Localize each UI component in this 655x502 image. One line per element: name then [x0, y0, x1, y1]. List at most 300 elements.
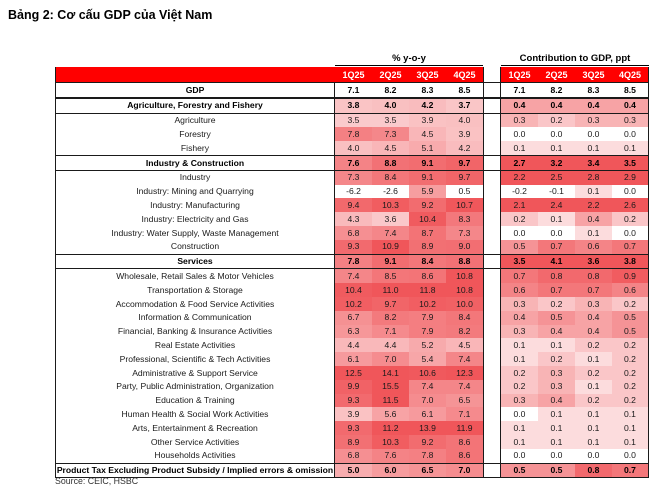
cell-contribution: 0.1	[575, 407, 612, 421]
cell-contribution: 0.7	[575, 283, 612, 297]
table-row	[55, 338, 649, 352]
block-separator	[483, 185, 501, 199]
cell-contribution: 0.8	[538, 269, 575, 283]
row-label: Real Estate Activities	[55, 338, 335, 352]
table-row	[55, 311, 649, 325]
block-separator	[483, 352, 501, 366]
cell-contribution: 0.6	[575, 240, 612, 254]
cell-yoy: 6.8	[335, 226, 372, 240]
cell-yoy: 7.4	[446, 352, 483, 366]
cell-yoy: 12.3	[446, 366, 483, 380]
cell-contribution: 0.9	[612, 269, 649, 283]
cell-yoy: 8.4	[446, 311, 483, 325]
cell-contribution: 0.8	[575, 464, 612, 478]
cell-contribution: 0.4	[501, 99, 538, 113]
cell-contribution: 0.0	[612, 127, 649, 141]
cell-contribution: 0.2	[575, 394, 612, 408]
cell-contribution: 0.3	[538, 366, 575, 380]
cell-yoy: 4.4	[372, 338, 409, 352]
cell-contribution: 0.0	[501, 407, 538, 421]
cell-yoy: 10.6	[409, 366, 446, 380]
cell-yoy: 3.5	[372, 114, 409, 128]
cell-contribution: 0.2	[612, 338, 649, 352]
cell-contribution: 0.2	[612, 380, 649, 394]
block-separator	[483, 366, 501, 380]
cell-contribution: 8.3	[587, 84, 600, 95]
cell-yoy: 8.3	[421, 84, 434, 95]
cell-yoy: 6.3	[335, 325, 372, 339]
cell-contribution: 0.2	[612, 212, 649, 226]
block-separator	[483, 394, 501, 408]
cell-contribution: 0.7	[538, 240, 575, 254]
cell-contribution: 0.0	[501, 127, 538, 141]
quarter-header-spacer	[55, 67, 335, 82]
cell-contribution: 3.5	[501, 255, 538, 269]
cell-yoy: 8.2	[372, 311, 409, 325]
cell-yoy: 6.0	[372, 464, 409, 478]
cell-yoy: 6.7	[335, 311, 372, 325]
row-label: Information & Communication	[55, 311, 335, 325]
cell-yoy: 10.2	[335, 297, 372, 311]
cell-yoy: 9.1	[409, 156, 446, 170]
row-label: Transportation & Storage	[55, 283, 335, 297]
cell-yoy: 3.6	[372, 212, 409, 226]
cell-yoy: 7.6	[372, 449, 409, 463]
cell-yoy: 9.1	[372, 255, 409, 269]
cell-yoy: 8.4	[409, 255, 446, 269]
cell-yoy: 7.3	[372, 127, 409, 141]
cell-yoy: 11.2	[372, 421, 409, 435]
row-label: Product Tax Excluding Product Subsidy / Implied errors & omission	[55, 464, 335, 478]
table-row	[55, 325, 649, 339]
cell-yoy: 3.9	[335, 407, 372, 421]
cell-yoy: 9.7	[446, 171, 483, 185]
block-separator	[483, 240, 501, 254]
row-label: Industry: Electricity and Gas	[55, 212, 335, 226]
quarter-header-yoy-3Q25: 3Q25	[409, 67, 446, 82]
table-row	[55, 114, 649, 128]
group-header-yoy: % y-o-y	[335, 48, 483, 66]
cell-yoy: 7.1	[372, 325, 409, 339]
cell-contribution: 2.8	[575, 171, 612, 185]
cell-yoy: 10.8	[446, 283, 483, 297]
table-row	[55, 82, 649, 98]
table-row	[55, 380, 649, 394]
cell-yoy: 7.0	[446, 464, 483, 478]
cell-yoy: 5.1	[409, 141, 446, 155]
cell-contribution: 0.1	[501, 338, 538, 352]
quarter-header-contribution-2Q25: 2Q25	[538, 67, 575, 82]
cell-yoy: 4.2	[446, 141, 483, 155]
cell-contribution: 0.2	[612, 297, 649, 311]
block-separator	[483, 156, 501, 170]
cell-yoy: 4.5	[409, 127, 446, 141]
cell-yoy: 5.4	[409, 352, 446, 366]
cell-yoy: 4.0	[372, 99, 409, 113]
row-label: Financial, Banking & Insurance Activities	[55, 325, 335, 339]
table-row	[55, 366, 649, 380]
cell-yoy: 10.4	[335, 283, 372, 297]
cell-yoy: 9.2	[409, 435, 446, 449]
cell-contribution: -0.1	[538, 185, 575, 199]
cell-contribution: 0.1	[538, 338, 575, 352]
cell-contribution: 0.2	[575, 366, 612, 380]
cell-contribution: 0.0	[575, 127, 612, 141]
cell-yoy: 7.6	[335, 156, 372, 170]
quarter-header-yoy-2Q25: 2Q25	[372, 67, 409, 82]
cell-yoy: 8.7	[409, 226, 446, 240]
cell-contribution: 0.0	[612, 185, 649, 199]
row-label: Construction	[55, 240, 335, 254]
row-label: Fishery	[55, 141, 335, 155]
cell-yoy: 5.6	[372, 407, 409, 421]
cell-yoy: 11.5	[372, 394, 409, 408]
cell-yoy: 5.9	[409, 185, 446, 199]
cell-contribution: 2.2	[575, 198, 612, 212]
cell-yoy: 10.0	[446, 297, 483, 311]
cell-contribution: 8.2	[550, 84, 563, 95]
cell-contribution: 0.5	[501, 240, 538, 254]
page-title: Bảng 2: Cơ cấu GDP của Việt Nam	[8, 8, 213, 22]
cell-contribution: 0.1	[575, 226, 612, 240]
cell-yoy: 12.5	[335, 366, 372, 380]
block-separator	[483, 311, 501, 325]
table-row	[55, 171, 649, 185]
cell-yoy: 7.9	[409, 325, 446, 339]
cell-yoy: 11.0	[372, 283, 409, 297]
cell-yoy: 9.9	[335, 380, 372, 394]
cell-contribution: 0.5	[538, 311, 575, 325]
cell-contribution: 0.2	[575, 338, 612, 352]
block-separator-header	[483, 67, 501, 82]
cell-contribution: 0.1	[612, 435, 649, 449]
cell-contribution: 0.0	[612, 449, 649, 463]
cell-contribution: 3.6	[575, 255, 612, 269]
row-label: Industry	[55, 171, 335, 185]
cell-contribution: 0.1	[612, 421, 649, 435]
cell-yoy: 7.4	[372, 226, 409, 240]
cell-yoy: 10.3	[372, 435, 409, 449]
cell-contribution: 0.3	[501, 325, 538, 339]
cell-yoy: 7.1	[446, 407, 483, 421]
cell-contribution: 2.6	[612, 198, 649, 212]
cell-contribution: 0.2	[612, 394, 649, 408]
cell-contribution: 0.1	[575, 141, 612, 155]
cell-contribution: 0.3	[501, 297, 538, 311]
row-label: Other Service Activities	[55, 435, 335, 449]
cell-contribution: 0.0	[538, 226, 575, 240]
cell-contribution: 0.3	[612, 114, 649, 128]
cell-yoy: 9.4	[335, 198, 372, 212]
cell-yoy: 8.9	[335, 435, 372, 449]
block-separator	[483, 127, 501, 141]
row-label: Industry: Mining and Quarrying	[55, 185, 335, 199]
cell-yoy: 5.2	[409, 338, 446, 352]
cell-contribution: 0.3	[501, 394, 538, 408]
source-note: Source: CEIC, HSBC	[55, 476, 139, 486]
cell-contribution: 0.4	[538, 325, 575, 339]
cell-contribution: 0.0	[501, 449, 538, 463]
cell-yoy: 10.7	[446, 198, 483, 212]
cell-contribution: 0.4	[501, 311, 538, 325]
cell-yoy: 14.1	[372, 366, 409, 380]
cell-yoy: 3.9	[446, 127, 483, 141]
cell-contribution: 0.1	[538, 212, 575, 226]
cell-contribution: 0.1	[538, 421, 575, 435]
cell-yoy: 3.5	[335, 114, 372, 128]
cell-contribution: 0.5	[612, 325, 649, 339]
cell-contribution: 0.3	[575, 297, 612, 311]
cell-contribution: 0.1	[575, 435, 612, 449]
row-label: Industry & Construction	[55, 156, 335, 170]
cell-yoy: 15.5	[372, 380, 409, 394]
row-label: GDP	[55, 83, 335, 97]
cell-yoy: 10.9	[372, 240, 409, 254]
cell-contribution: 0.7	[612, 240, 649, 254]
quarter-header-yoy-1Q25: 1Q25	[335, 67, 372, 82]
table-row	[55, 155, 649, 171]
cell-contribution: 0.4	[575, 325, 612, 339]
cell-yoy: 9.7	[372, 297, 409, 311]
table-row	[55, 127, 649, 141]
cell-yoy: 13.9	[409, 421, 446, 435]
table-row	[55, 352, 649, 366]
row-label: Agriculture	[55, 114, 335, 128]
cell-contribution: 0.2	[612, 366, 649, 380]
row-label: Professional, Scientific & Tech Activities	[55, 352, 335, 366]
cell-contribution: 0.4	[538, 99, 575, 113]
cell-yoy: 9.0	[446, 240, 483, 254]
block-separator	[483, 198, 501, 212]
block-separator	[483, 171, 501, 185]
cell-yoy: 7.1	[347, 84, 360, 95]
cell-contribution: 3.5	[612, 156, 649, 170]
cell-contribution: 0.5	[501, 464, 538, 478]
cell-contribution: 3.4	[575, 156, 612, 170]
cell-yoy: 9.2	[409, 198, 446, 212]
cell-yoy: 7.0	[409, 394, 446, 408]
row-label: Industry: Manufacturing	[55, 198, 335, 212]
table-row	[55, 297, 649, 311]
cell-yoy: 9.3	[335, 240, 372, 254]
cell-contribution: 0.1	[612, 141, 649, 155]
cell-yoy: 10.4	[409, 212, 446, 226]
cell-contribution: 7.1	[513, 84, 526, 95]
cell-contribution: 0.1	[575, 380, 612, 394]
block-separator	[483, 255, 501, 269]
cell-contribution: 0.3	[538, 380, 575, 394]
cell-yoy: 10.3	[372, 198, 409, 212]
cell-contribution: 0.7	[612, 464, 649, 478]
cell-contribution: 0.7	[501, 269, 538, 283]
cell-contribution: 3.2	[538, 156, 575, 170]
quarter-header-contribution-1Q25: 1Q25	[501, 67, 538, 82]
row-label: Administrative & Support Service	[55, 366, 335, 380]
cell-yoy: 4.0	[335, 141, 372, 155]
table-row	[55, 240, 649, 254]
cell-contribution: 0.0	[538, 449, 575, 463]
cell-contribution: 8.5	[612, 83, 649, 97]
cell-contribution: 0.2	[501, 212, 538, 226]
cell-contribution: 0.8	[575, 269, 612, 283]
cell-contribution: 0.4	[575, 311, 612, 325]
cell-contribution: 0.6	[612, 283, 649, 297]
cell-yoy: 7.8	[335, 127, 372, 141]
table-row	[55, 421, 649, 435]
row-label: Wholesale, Retail Sales & Motor Vehicles	[55, 269, 335, 283]
cell-yoy: 7.8	[335, 255, 372, 269]
gdp-structure-table	[55, 48, 649, 478]
row-label: Party, Public Administration, Organization	[55, 380, 335, 394]
row-label: Education & Training	[55, 394, 335, 408]
block-separator	[483, 421, 501, 435]
block-separator	[483, 407, 501, 421]
cell-yoy: 7.8	[409, 449, 446, 463]
cell-contribution: 0.1	[538, 407, 575, 421]
table-row	[55, 254, 649, 270]
table-row	[55, 98, 649, 114]
cell-yoy: 7.0	[372, 352, 409, 366]
cell-yoy: 8.2	[446, 325, 483, 339]
cell-contribution: 0.0	[501, 226, 538, 240]
cell-yoy: 6.8	[335, 449, 372, 463]
cell-contribution: 0.2	[538, 352, 575, 366]
cell-yoy: 7.3	[446, 226, 483, 240]
quarter-header-contribution-4Q25: 4Q25	[612, 67, 649, 82]
row-label: Agriculture, Forestry and Fishery	[55, 99, 335, 113]
cell-yoy: 6.1	[335, 352, 372, 366]
cell-yoy: 3.7	[446, 99, 483, 113]
table-group-header	[55, 48, 649, 66]
cell-contribution: 2.9	[612, 171, 649, 185]
cell-contribution: 0.1	[538, 141, 575, 155]
cell-contribution: -0.2	[501, 185, 538, 199]
table-row	[55, 435, 649, 449]
cell-contribution: 0.3	[501, 114, 538, 128]
table-quarter-header	[55, 67, 649, 82]
cell-yoy: 7.4	[446, 380, 483, 394]
cell-yoy: 4.2	[409, 99, 446, 113]
block-separator	[483, 83, 501, 97]
cell-contribution: 3.8	[612, 255, 649, 269]
cell-contribution: 0.0	[538, 127, 575, 141]
cell-contribution: 2.1	[501, 198, 538, 212]
cell-yoy: 10.2	[409, 297, 446, 311]
cell-contribution: 2.2	[501, 171, 538, 185]
table-row	[55, 141, 649, 155]
cell-yoy: 9.3	[335, 421, 372, 435]
cell-yoy: 4.5	[372, 141, 409, 155]
block-separator	[483, 449, 501, 463]
cell-contribution: 0.5	[612, 311, 649, 325]
cell-yoy: 8.8	[446, 255, 483, 269]
quarter-header-yoy-4Q25: 4Q25	[446, 67, 483, 82]
block-separator	[483, 99, 501, 113]
cell-contribution: 0.1	[612, 407, 649, 421]
cell-contribution: 0.5	[538, 464, 575, 478]
cell-yoy: 7.3	[335, 171, 372, 185]
cell-yoy: 6.5	[409, 464, 446, 478]
cell-contribution: 0.2	[538, 114, 575, 128]
cell-contribution: 0.2	[612, 352, 649, 366]
cell-contribution: 2.4	[538, 198, 575, 212]
block-separator	[483, 435, 501, 449]
table-body	[55, 82, 649, 478]
table-row	[55, 407, 649, 421]
cell-yoy: 11.9	[446, 421, 483, 435]
cell-yoy: 5.0	[335, 464, 372, 478]
cell-contribution: 2.5	[538, 171, 575, 185]
cell-yoy: 7.9	[409, 311, 446, 325]
cell-yoy: 0.5	[446, 185, 483, 199]
cell-contribution: 2.7	[501, 156, 538, 170]
cell-yoy: -2.6	[372, 185, 409, 199]
block-separator	[483, 283, 501, 297]
cell-yoy: 8.6	[409, 269, 446, 283]
table-row	[55, 283, 649, 297]
cell-contribution: 0.0	[612, 226, 649, 240]
cell-contribution: 0.4	[612, 99, 649, 113]
block-separator	[483, 325, 501, 339]
cell-contribution: 0.3	[575, 114, 612, 128]
cell-yoy: 8.5	[458, 84, 471, 95]
cell-contribution: 0.1	[501, 352, 538, 366]
row-label: Forestry	[55, 127, 335, 141]
cell-yoy: 8.2	[384, 84, 397, 95]
cell-yoy: 8.4	[372, 171, 409, 185]
cell-contribution: 0.0	[575, 449, 612, 463]
table-row	[55, 198, 649, 212]
cell-contribution: 0.1	[575, 421, 612, 435]
table-row	[55, 394, 649, 408]
cell-contribution: 0.6	[501, 283, 538, 297]
cell-yoy: 9.7	[446, 156, 483, 170]
row-label: Services	[55, 255, 335, 269]
cell-yoy: 7.4	[409, 380, 446, 394]
block-separator	[483, 338, 501, 352]
cell-yoy: 6.5	[446, 394, 483, 408]
cell-yoy: 6.1	[409, 407, 446, 421]
cell-contribution: 0.1	[575, 185, 612, 199]
cell-contribution: 0.1	[538, 435, 575, 449]
table-row	[55, 212, 649, 226]
cell-contribution: 0.2	[538, 297, 575, 311]
cell-contribution: 0.1	[501, 435, 538, 449]
cell-yoy: 4.0	[446, 114, 483, 128]
cell-yoy: 9.3	[335, 394, 372, 408]
table-row	[55, 463, 649, 479]
table-row	[55, 185, 649, 199]
table-row	[55, 449, 649, 463]
cell-contribution: 0.4	[538, 394, 575, 408]
row-label: Households Activities	[55, 449, 335, 463]
cell-contribution: 0.1	[501, 421, 538, 435]
cell-contribution: 0.4	[575, 212, 612, 226]
cell-yoy: 4.5	[446, 338, 483, 352]
cell-contribution: 0.7	[538, 283, 575, 297]
cell-contribution: 0.2	[501, 366, 538, 380]
cell-contribution: 0.4	[575, 99, 612, 113]
block-separator	[483, 297, 501, 311]
cell-yoy: 8.6	[446, 449, 483, 463]
cell-contribution: 0.1	[575, 352, 612, 366]
cell-yoy: 3.9	[409, 114, 446, 128]
block-separator	[483, 141, 501, 155]
cell-contribution: 0.2	[501, 380, 538, 394]
block-separator	[483, 269, 501, 283]
group-header-contribution: Contribution to GDP, ppt	[501, 48, 649, 66]
row-label: Accommodation & Food Service Activities	[55, 297, 335, 311]
